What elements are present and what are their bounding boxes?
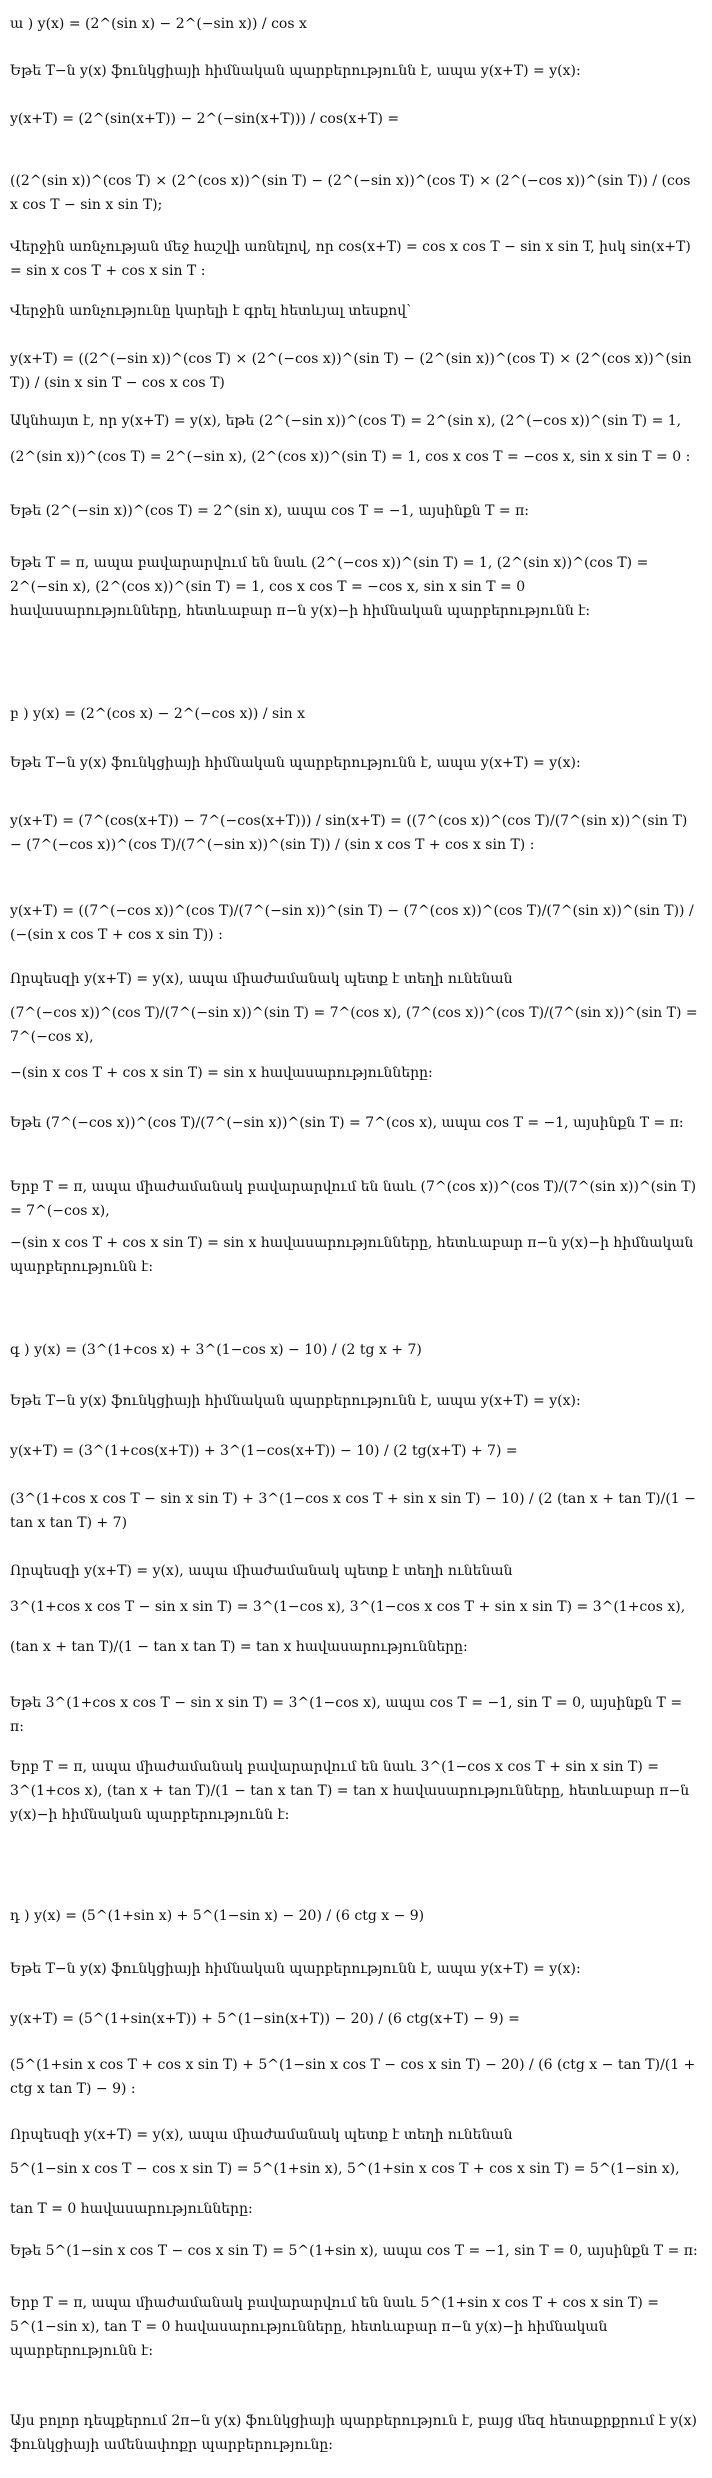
section-a-line-4: Վերջին առնչության մեջ հաշվի առնելով, որ cos(x+T) = cos x cos T − sin x sin T, իսկ sin(x+T) = sin x cos T + cos x sin T : xyxy=(10,239,691,279)
section-b-line-5: (7^(−cos x))^(cos T)/(7^(−sin x))^(sin T) = 7^(cos x), (7^(cos x))^(cos T)/(7^(sin x))^(sin T) = 7^(−cos x), xyxy=(10,1005,698,1045)
section-a-line-5: Վերջին առնչությունը կարելի է գրել հետևյալ տեսքով՝ xyxy=(10,303,412,319)
section-b-line-4: Որպեսզի y(x+T) = y(x), ապա միաժամանակ պետք է տեղի ունենան xyxy=(10,971,513,987)
section-c-label: գ ) xyxy=(10,1342,30,1358)
section-c-line-4: Որպեսզի y(x+T) = y(x), ապա միաժամանակ պետք է տեղի ունենան xyxy=(10,1563,513,1579)
section-c-line-5: 3^(1+cos x cos T − sin x sin T) = 3^(1−cos x), 3^(1−cos x cos T + sin x sin T) = 3^(1+cos x), xyxy=(10,1599,686,1615)
section-c-formula-text: y(x) = (3^(1+cos x) + 3^(1−cos x) − 10) / (2 tg x + 7) xyxy=(34,1342,422,1358)
section-d-formula xyxy=(10,1908,702,1925)
section-b-line-3: y(x+T) = ((7^(−cos x))^(cos T)/(7^(−sin x))^(sin T) − (7^(cos x))^(cos T)/(7^(sin x))^(sin T)) / (−(sin x cos T + cos x sin T)) : xyxy=(10,903,694,943)
section-a-formula-text: y(x) = (2^(sin x) − 2^(−sin x)) / cos x xyxy=(37,16,307,32)
section-c-line-1: Եթե T−ն y(x) ֆունկցիայի հիմնական պարբերությունն է, ապա y(x+T) = y(x): xyxy=(10,1393,581,1409)
section-d-line-1: Եթե T−ն y(x) ֆունկցիայի հիմնական պարբերությունն է, ապա y(x+T) = y(x): xyxy=(10,1961,581,1977)
section-b-formula xyxy=(10,706,702,723)
section-b-line-9: −(sin x cos T + cos x sin T) = sin x հավասարությունները, հետևաբար π−ն y(x)−ի հիմնական պարբերությունն է: xyxy=(10,1235,694,1275)
section-c-line-7: Եթե 3^(1+cos x cos T − sin x sin T) = 3^(1−cos x), ապա cos T = −1, sin T = 0, այսինքն T = π: xyxy=(10,1695,683,1735)
section-d-line-2: y(x+T) = (5^(1+sin(x+T)) + 5^(1−sin(x+T)) − 20) / (6 ctg(x+T) − 9) = xyxy=(10,2011,520,2027)
section-a-line-2: y(x+T) = (2^(sin(x+T)) − 2^(−sin(x+T))) / cos(x+T) = xyxy=(10,111,400,127)
section-d-line-4: Որպեսզի y(x+T) = y(x), ապա միաժամանակ պետք է տեղի ունենան xyxy=(10,2127,513,2143)
section-b-line-6: −(sin x cos T + cos x sin T) = sin x հավասարությունները: xyxy=(10,1065,433,1081)
section-b-line-2: y(x+T) = (7^(cos(x+T)) − 7^(−cos(x+T))) / sin(x+T) = ((7^(cos x))^(cos T)/(7^(sin x))^(sin T) − (7^(−cos x))^(cos T)/(7^(−sin x))^(sin T)) / (sin x cos T + cos x sin T) : xyxy=(10,813,688,853)
section-d-line-8: Երբ T = π, ապա միաժամանակ բավարարվում են նաև 5^(1+sin x cos T + cos x sin T) = 5^(1−sin x), tan T = 0 հավասարությունները, հետևաբար π−ն y(x)−ի հիմնական պարբերությունն է: xyxy=(10,2295,659,2359)
section-a-line-1: Եթե T−ն y(x) ֆունկցիայի հիմնական պարբերությունն է, ապա y(x+T) = y(x): xyxy=(10,63,581,79)
section-a-line-6: y(x+T) = ((2^(−sin x))^(cos T) × (2^(−cos x))^(sin T) − (2^(sin x))^(cos T) × (2^(cos x))^(sin T)) / (sin x sin T − cos x cos T) xyxy=(10,351,692,391)
section-d-formula-text: y(x) = (5^(1+sin x) + 5^(1−sin x) − 20) / (6 ctg x − 9) xyxy=(34,1908,425,1924)
section-a-label: ա ) xyxy=(10,16,34,32)
section-a-line-9: Եթե (2^(−sin x))^(cos T) = 2^(sin x), ապա cos T = −1, այսինքն T = π: xyxy=(10,503,529,519)
section-b-line-8: Երբ T = π, ապա միաժամանակ բավարարվում են նաև (7^(cos x))^(cos T)/(7^(sin x))^(sin T) = 7^(−cos x), xyxy=(10,1179,697,1219)
section-a-line-8: (2^(sin x))^(cos T) = 2^(−sin x), (2^(cos x))^(sin T) = 1, cos x cos T = −cos x, sin x sin T = 0 : xyxy=(10,449,691,465)
section-d-label: դ ) xyxy=(10,1908,30,1924)
section-c-line-3: (3^(1+cos x cos T − sin x sin T) + 3^(1−cos x cos T + sin x sin T) − 10) / (2 (tan x + tan T)/(1 − tan x tan T) + 7) xyxy=(10,1491,696,1531)
section-c-formula xyxy=(10,1342,702,1359)
section-a-line-10: Եթե T = π, ապա բավարարվում են նաև (2^(−cos x))^(sin T) = 1, (2^(sin x))^(cos T) = 2^(−sin x), (2^(cos x))^(sin T) = 1, cos x cos T = −cos x, sin x sin T = 0 հավասարությունները, հետևաբար π−ն y(x)−ի հիմնական պարբերությունն է: xyxy=(10,555,649,619)
section-d-line-6: tan T = 0 հավասարությունները: xyxy=(10,2201,253,2217)
section-b-label: բ ) xyxy=(10,706,29,722)
section-a-line-7: Ակնհայտ է, որ y(x+T) = y(x), եթե (2^(−sin x))^(cos T) = 2^(sin x), (2^(−cos x))^(sin T) = 1, xyxy=(10,413,682,429)
section-d-line-5: 5^(1−sin x cos T − cos x sin T) = 5^(1+sin x), 5^(1+sin x cos T + cos x sin T) = 5^(1−sin x), xyxy=(10,2161,680,2177)
section-c-line-8: Երբ T = π, ապա միաժամանակ բավարարվում են նաև 3^(1−cos x cos T + sin x sin T) = 3^(1+cos x), (tan x + tan T)/(1 − tan x tan T) = tan x հավասարությունները, հետևաբար π−ն y(x)−ի հիմնական պարբերությունն է: xyxy=(10,1759,690,1823)
section-b-formula-text: y(x) = (2^(cos x) − 2^(−cos x)) / sin x xyxy=(33,706,306,722)
section-c-line-2: y(x+T) = (3^(1+cos(x+T)) + 3^(1−cos(x+T)) − 10) / (2 tg(x+T) + 7) = xyxy=(10,1443,518,1459)
section-d-line-3: (5^(1+sin x cos T + cos x sin T) + 5^(1−sin x cos T − cos x sin T) − 20) / (6 (ctg x − tan T)/(1 + ctg x tan T) − 9) : xyxy=(10,2057,696,2097)
section-a-formula xyxy=(10,16,702,33)
section-a-line-3: ((2^(sin x))^(cos T) × (2^(cos x))^(sin T) − (2^(−sin x))^(cos T) × (2^(−cos x))^(sin T)) / (cos x cos T − sin x sin T); xyxy=(10,173,691,213)
section-b-line-7: Եթե (7^(−cos x))^(cos T)/(7^(−sin x))^(sin T) = 7^(cos x), ապա cos T = −1, այսինքն T = π: xyxy=(10,1115,684,1131)
section-b-line-1: Եթե T−ն y(x) ֆունկցիայի հիմնական պարբերությունն է, ապա y(x+T) = y(x): xyxy=(10,755,581,771)
conclusion-paragraph: Այս բոլոր դեպքերում 2π−ն y(x) ֆունկցիայի պարբերություն է, բայց մեզ հետաքրքրում է y(x) ֆունկցիայի ամենափոքր պարբերությունը: xyxy=(10,2413,697,2453)
section-d-line-7: Եթե 5^(1−sin x cos T − cos x sin T) = 5^(1+sin x), ապա cos T = −1, sin T = 0, այսինքն T = π: xyxy=(10,2243,698,2259)
section-c-line-6: (tan x + tan T)/(1 − tan x tan T) = tan x հավասարությունները: xyxy=(10,1639,468,1655)
